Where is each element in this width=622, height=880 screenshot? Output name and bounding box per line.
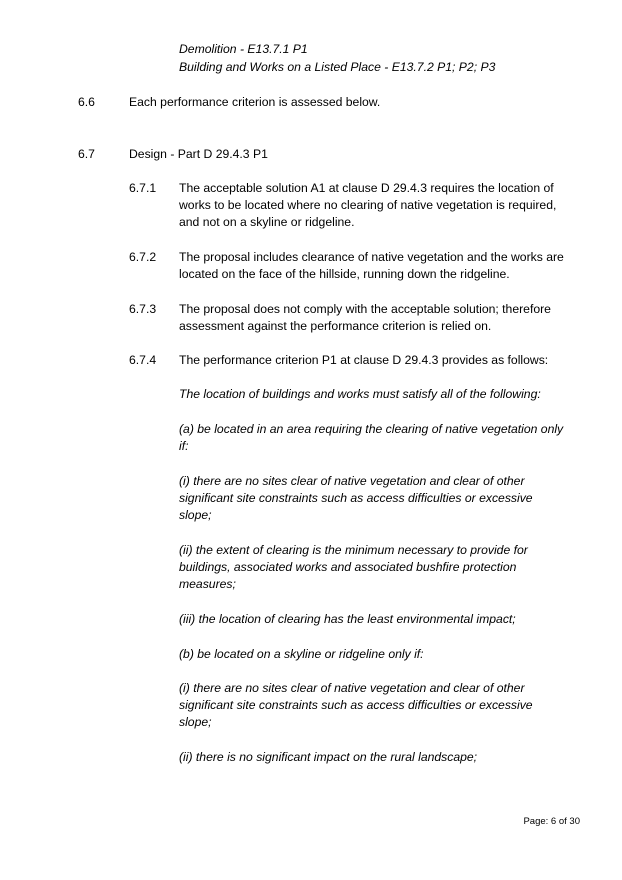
quote-line: (a) be located in an area requiring the clearing of native vegetation only: [179, 422, 564, 436]
quote-line: (ii) the extent of clearing is the minimum necessary to provide for: [179, 543, 528, 557]
quote-line: The location of buildings and works must satisfy all of the following:: [179, 387, 541, 401]
quote-line: (b) be located on a skyline or ridgeline only if:: [179, 647, 424, 661]
quote-line: measures;: [179, 577, 236, 591]
subsection-line: The performance criterion P1 at clause D 29.4.3 provides as follows:: [179, 353, 549, 367]
quote-line: (ii) there is no significant impact on the rural landscape;: [179, 750, 478, 764]
quote-line: significant site constraints such as access difficulties or excessive: [179, 698, 533, 712]
subsection-line: The acceptable solution A1 at clause D 29.4.3 requires the location of: [179, 181, 554, 195]
subsection-line: The proposal includes clearance of native vegetation and the works are: [179, 250, 564, 264]
subsection-number: 6.7.4: [129, 353, 157, 367]
section-number: 6.7: [78, 147, 95, 161]
section-number: 6.6: [78, 95, 95, 109]
subsection-number: 6.7.1: [129, 181, 157, 195]
subsection-line: The proposal does not comply with the acceptable solution; therefore: [179, 302, 551, 316]
quote-line: significant site constraints such as access difficulties or excessive: [179, 491, 533, 505]
page-number: Page: 6 of 30: [523, 816, 580, 827]
quote-line: (i) there are no sites clear of native vegetation and clear of other: [179, 474, 525, 488]
quote-line: (i) there are no sites clear of native vegetation and clear of other: [179, 681, 525, 695]
subsection-number: 6.7.2: [129, 250, 157, 264]
quote-line: (iii) the location of clearing has the least environmental impact;: [179, 612, 516, 626]
quote-line: buildings, associated works and associated bushfire protection: [179, 560, 517, 574]
subsection-line: located on the face of the hillside, running down the ridgeline.: [179, 267, 510, 281]
reference-line: Demolition - E13.7.1 P1: [179, 42, 308, 56]
section-text: Each performance criterion is assessed below.: [129, 95, 381, 109]
quote-line: slope;: [179, 508, 212, 522]
subsection-line: and not on a skyline or ridgeline.: [179, 215, 355, 229]
section-heading: Design - Part D 29.4.3 P1: [129, 147, 268, 161]
subsection-line: works to be located where no clearing of native vegetation is required,: [179, 198, 557, 212]
reference-line: Building and Works on a Listed Place - E13.7.2 P1; P2; P3: [179, 60, 496, 74]
subsection-number: 6.7.3: [129, 302, 157, 316]
quote-line: if:: [179, 439, 189, 453]
quote-line: slope;: [179, 715, 212, 729]
subsection-line: assessment against the performance criterion is relied on.: [179, 319, 492, 333]
